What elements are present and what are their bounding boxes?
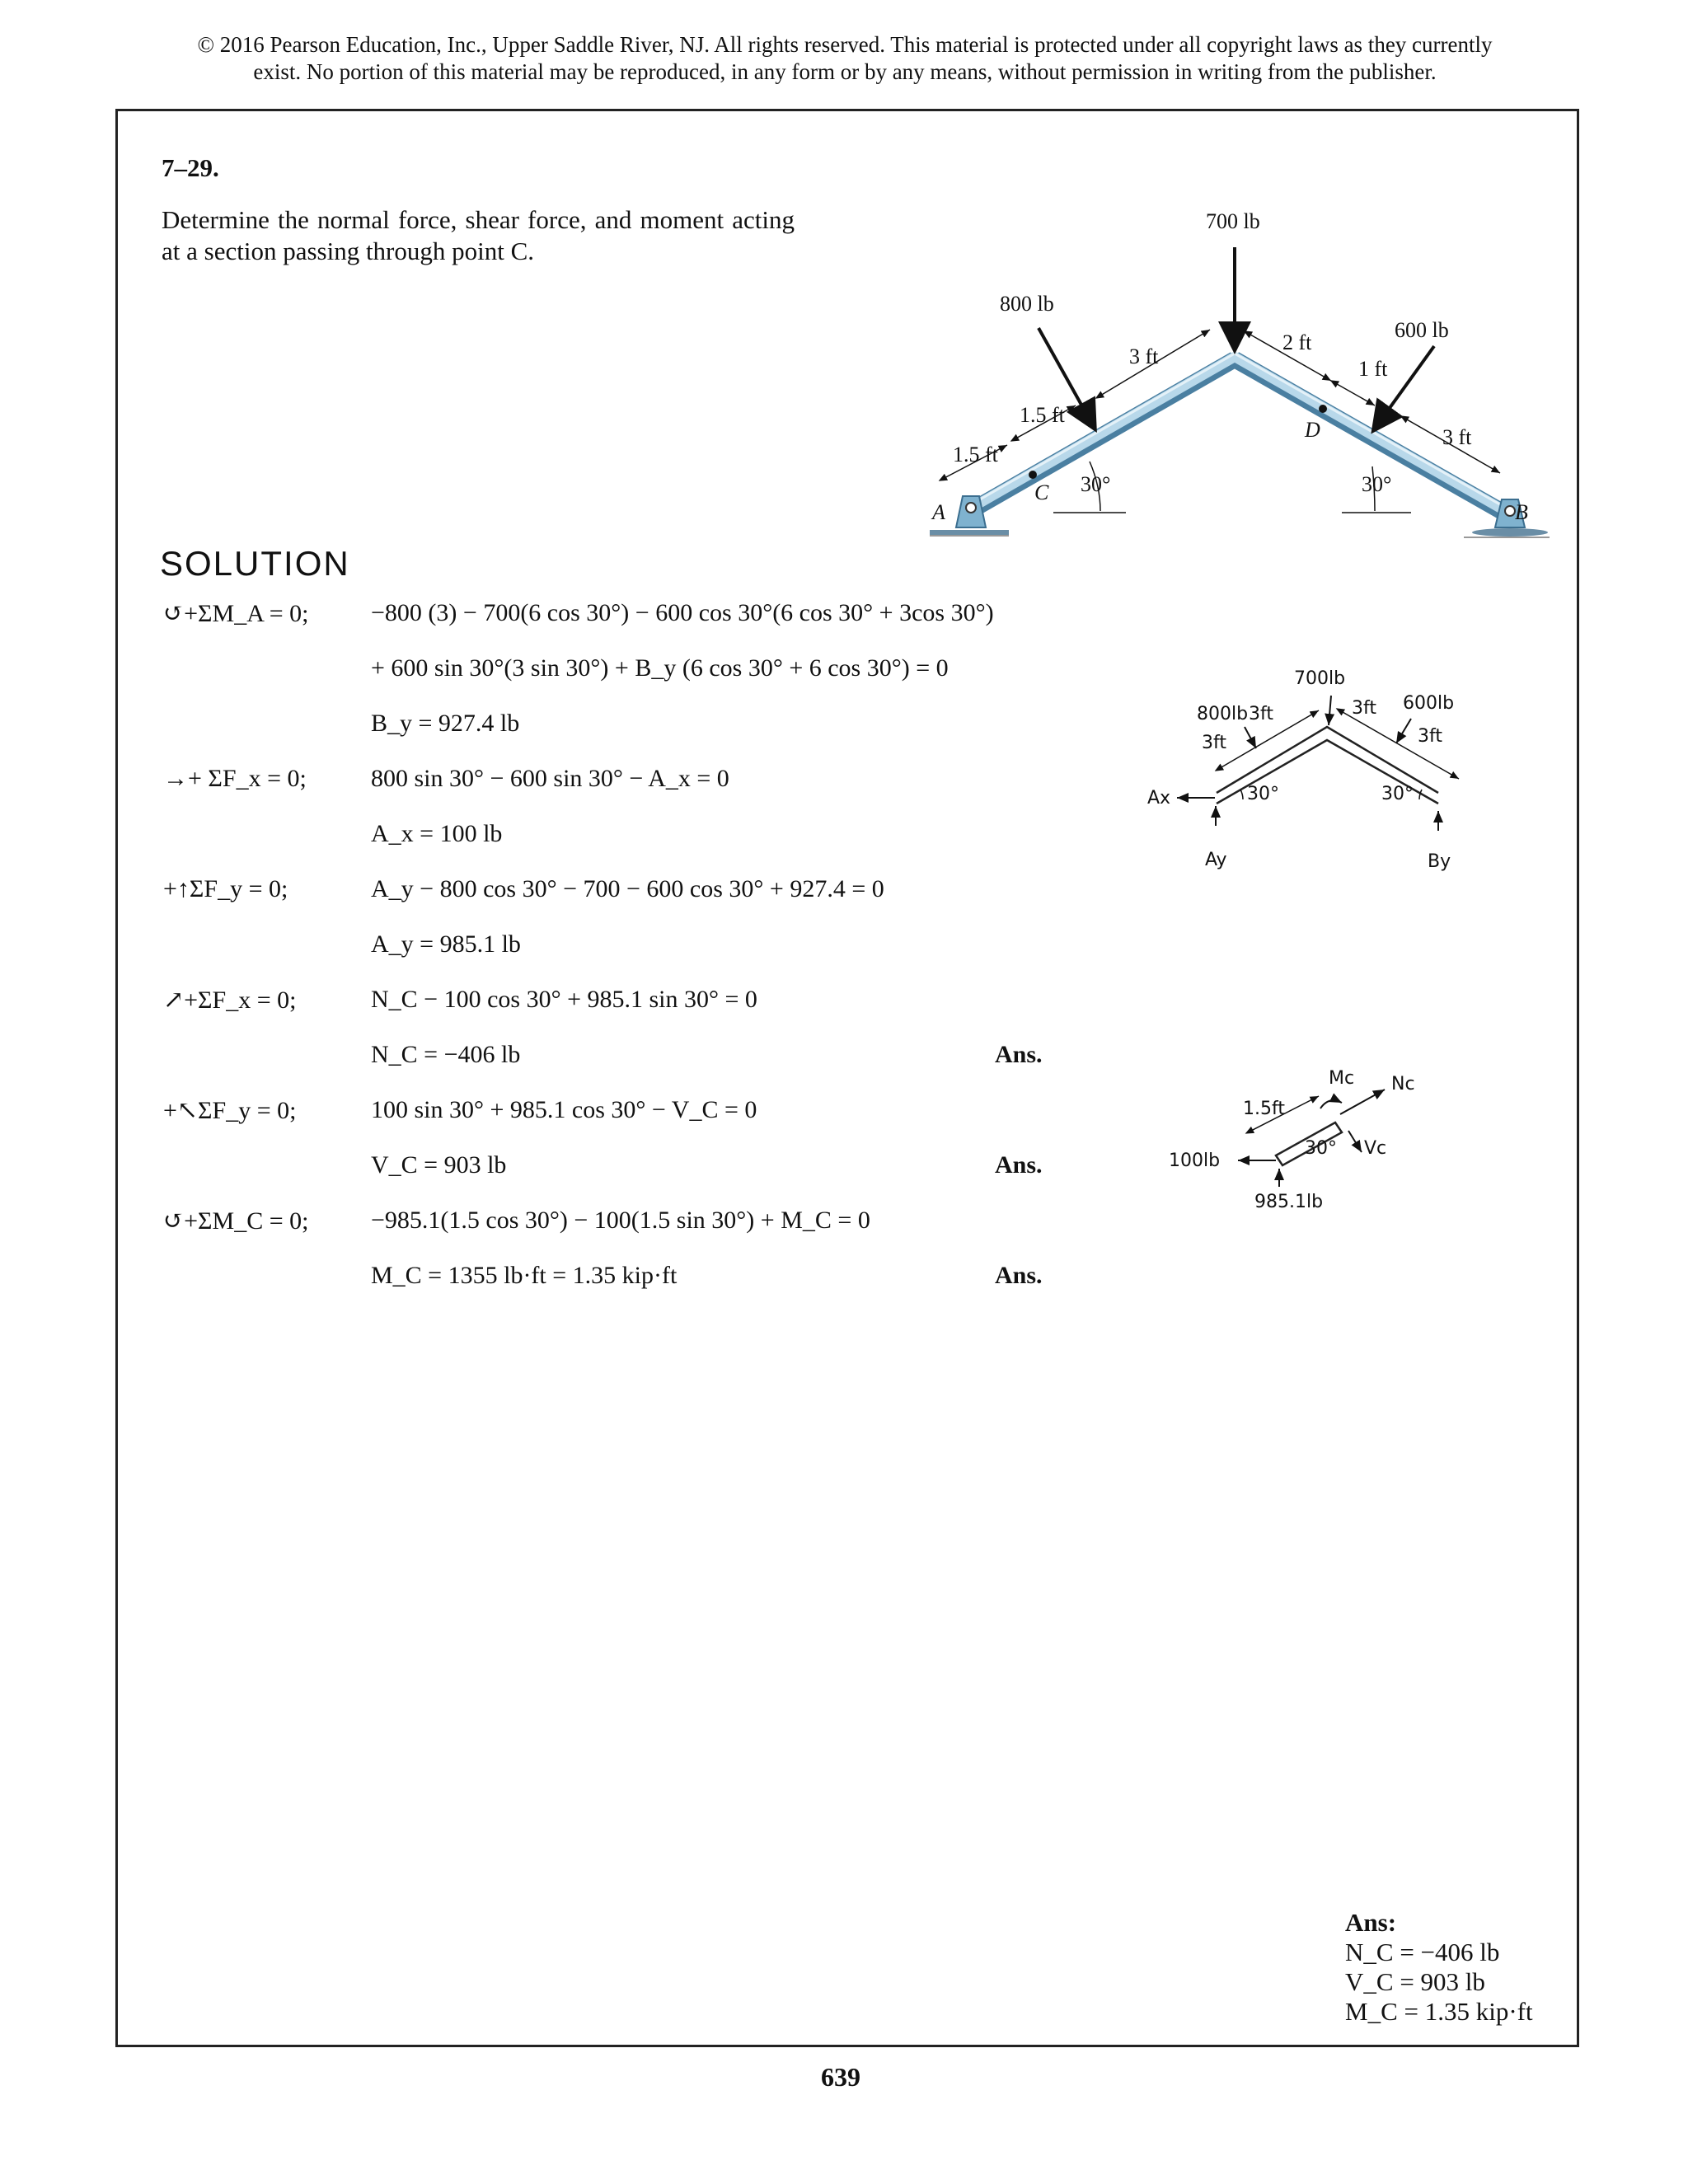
equation-row <box>0 1041 1071 1077</box>
equation-expression: V_C = 903 lb <box>371 1151 507 1179</box>
label-2ft: 2 ft <box>1282 330 1312 354</box>
equation-row <box>0 599 1071 635</box>
copyright-line-1: © 2016 Pearson Education, Inc., Upper Saddle River, NJ. All rights reserved. This material is protected under all copyright laws as they currently <box>197 32 1493 57</box>
label-point-c: C <box>1034 480 1049 504</box>
equation-row <box>0 875 1071 912</box>
equation-expression: 100 sin 30° + 985.1 cos 30° − V_C = 0 <box>371 1096 757 1123</box>
fbd-label-3ft-a: 3ft <box>1249 704 1273 724</box>
equation-label: →+ ΣF_x = 0; <box>163 765 307 792</box>
equation-label: ↺+ΣM_C = 0; <box>163 1207 309 1235</box>
equation-ans-marker: Ans. <box>995 1262 1043 1289</box>
label-1ft: 1 ft <box>1358 357 1388 381</box>
fbd-label-30-left: 30° <box>1247 784 1279 804</box>
label-1-5ft-lower: 1.5 ft <box>953 443 998 466</box>
label-30-right: 30° <box>1362 472 1392 496</box>
fbd-label-700: 700lb <box>1294 668 1346 689</box>
answer-title: Ans: <box>1345 1908 1397 1937</box>
equation-row <box>0 710 1071 746</box>
section-label-nc: Nc <box>1391 1074 1415 1094</box>
label-point-b: B <box>1515 500 1528 524</box>
fbd-label-ax: Ax <box>1147 788 1171 808</box>
fbd-label-3ft-c: 3ft <box>1352 698 1376 719</box>
fbd-label-by: By <box>1428 851 1451 872</box>
section-label-mc: Mc <box>1329 1068 1355 1089</box>
section-label-100: 100lb <box>1169 1151 1221 1171</box>
equation-expression: N_C = −406 lb <box>371 1041 521 1068</box>
problem-number: 7–29. <box>162 153 219 182</box>
solution-heading: SOLUTION <box>160 544 350 583</box>
equation-expression: + 600 sin 30°(3 sin 30°) + B_y (6 cos 30° + 6 cos 30°) = 0 <box>371 654 949 682</box>
label-point-a: A <box>932 500 945 524</box>
problem-statement: Determine the normal force, shear force, and moment acting at a section passing through point C. <box>162 205 795 265</box>
equation-label: ↺+ΣM_A = 0; <box>163 600 309 627</box>
equation-label: +↑ΣF_y = 0; <box>163 875 288 902</box>
fbd-label-30-right: 30° <box>1381 784 1414 804</box>
equation-ans-marker: Ans. <box>995 1151 1043 1179</box>
label-3ft-right: 3 ft <box>1442 425 1472 449</box>
equation-row <box>0 1151 1071 1188</box>
equation-label: +↖ΣF_y = 0; <box>163 1097 297 1124</box>
equation-row <box>0 1262 1071 1298</box>
label-700-lb: 700 lb <box>1206 209 1260 233</box>
answer-summary <box>1345 1908 1533 2027</box>
fbd-label-3ft-d: 3ft <box>1418 726 1442 747</box>
fbd-label-600: 600lb <box>1403 693 1455 714</box>
fbd-label-ay: Ay <box>1205 850 1227 870</box>
equation-expression: −985.1(1.5 cos 30°) − 100(1.5 sin 30°) + M_C = 0 <box>371 1207 870 1234</box>
copyright-line-2: exist. No portion of this material may be reproduced, in any form or by any means, without permission in writing from the publisher. <box>253 59 1437 84</box>
equation-row <box>0 654 1071 691</box>
equation-row <box>0 820 1071 856</box>
answer-nc: N_C = −406 lb <box>1345 1938 1500 1966</box>
fbd-label-800: 800lb <box>1197 704 1249 724</box>
label-point-d: D <box>1305 418 1320 442</box>
label-30-left: 30° <box>1081 472 1111 496</box>
equation-expression: 800 sin 30° − 600 sin 30° − A_x = 0 <box>371 765 729 792</box>
answer-mc: M_C = 1.35 kip·ft <box>1345 1997 1533 2026</box>
equation-label: ↗+ΣF_x = 0; <box>163 987 297 1014</box>
equation-row <box>0 930 1071 967</box>
equation-expression: −800 (3) − 700(6 cos 30°) − 600 cos 30°(6 cos 30° + 3cos 30°) <box>371 599 994 626</box>
section-label-985: 985.1lb <box>1254 1192 1324 1212</box>
page-number: 639 <box>821 2062 860 2092</box>
label-3ft-left: 3 ft <box>1129 344 1159 368</box>
equation-expression: A_y = 985.1 lb <box>371 930 521 958</box>
label-600-lb: 600 lb <box>1395 318 1449 342</box>
section-nc-arrow <box>1340 1090 1385 1114</box>
equation-expression: M_C = 1355 lb·ft = 1.35 kip·ft <box>371 1262 678 1289</box>
section-label-angle: 30° <box>1305 1138 1337 1159</box>
answer-vc: V_C = 903 lb <box>1345 1967 1485 1996</box>
label-800-lb: 800 lb <box>1000 292 1054 316</box>
equation-row <box>0 986 1071 1022</box>
equation-expression: B_y = 927.4 lb <box>371 710 520 737</box>
section-vc-arrow <box>1348 1131 1362 1152</box>
equation-expression: N_C − 100 cos 30° + 985.1 sin 30° = 0 <box>371 986 757 1013</box>
equation-row <box>0 1096 1071 1132</box>
section-label-vc: Vc <box>1364 1138 1387 1159</box>
fbd-label-3ft-b: 3ft <box>1202 733 1226 753</box>
equation-ans-marker: Ans. <box>995 1041 1043 1068</box>
equation-row <box>0 1207 1071 1243</box>
equation-expression: A_x = 100 lb <box>371 820 503 847</box>
section-label-dim: 1.5ft <box>1243 1099 1285 1119</box>
label-1-5ft-upper: 1.5 ft <box>1020 403 1065 427</box>
equation-row <box>0 765 1071 801</box>
equation-expression: A_y − 800 cos 30° − 700 − 600 cos 30° + 927.4 = 0 <box>371 875 884 902</box>
section-mc-arc <box>1320 1100 1342 1108</box>
